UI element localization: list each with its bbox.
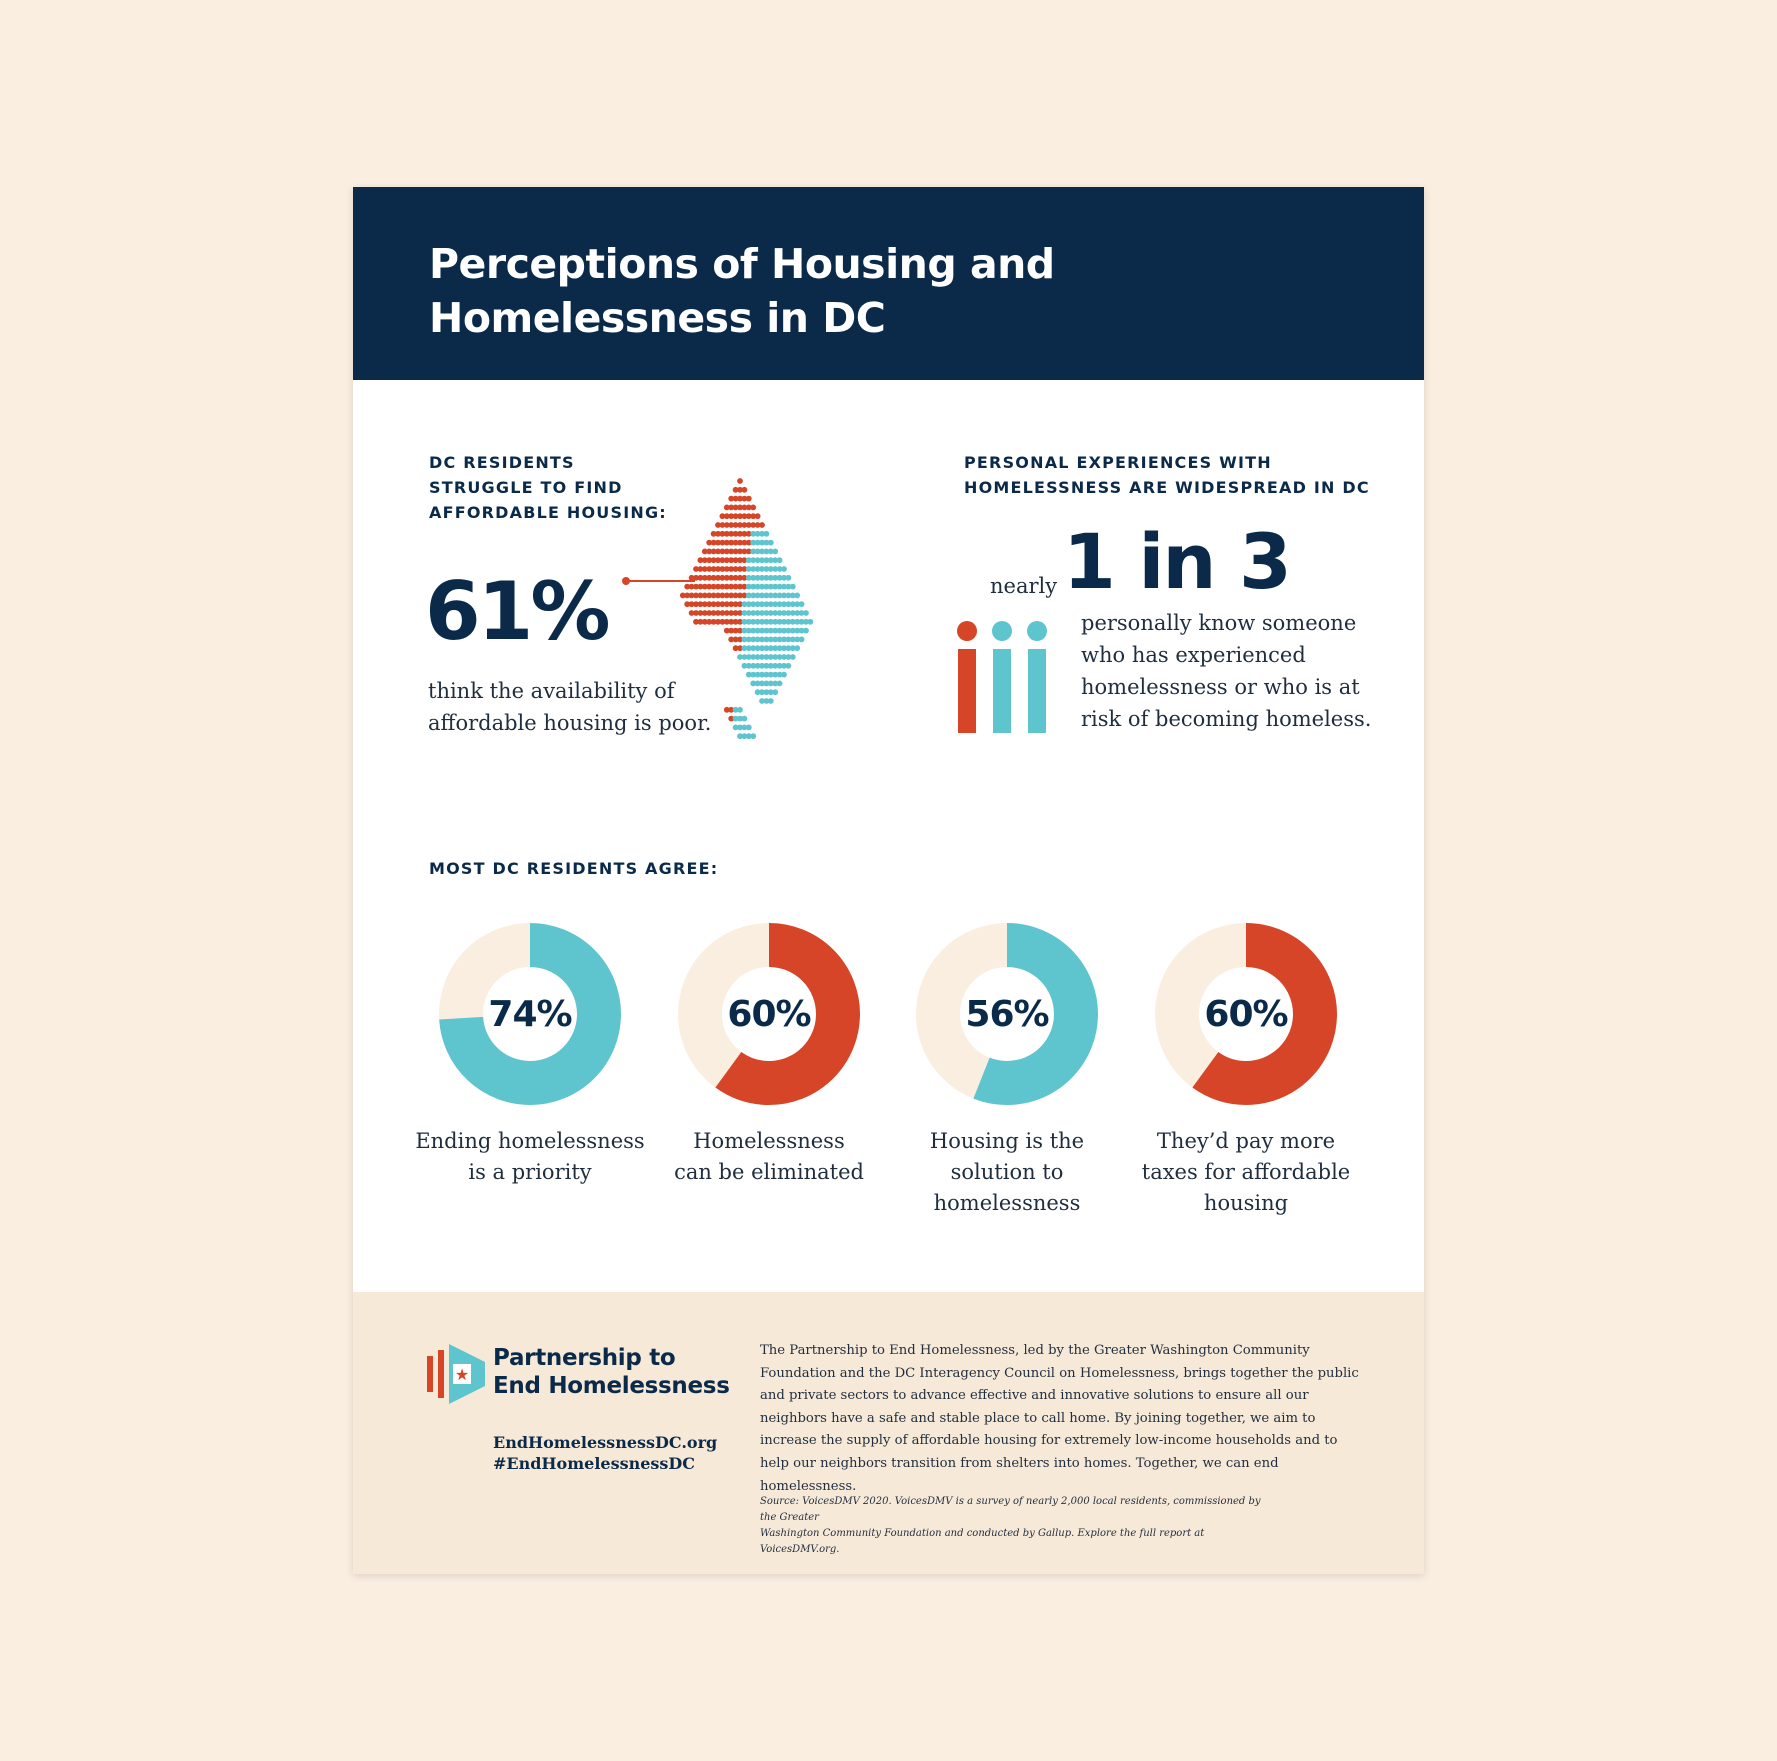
caption-line: can be eliminated: [674, 1160, 864, 1184]
caption-line: solution to: [950, 1160, 1064, 1184]
donut-caption: [1126, 1126, 1366, 1219]
person-body: [958, 649, 976, 733]
donut-chart-housing-solution: [916, 923, 1098, 1105]
caption-line: taxes for affordable: [1141, 1160, 1351, 1184]
title-line: Homelessness in DC: [429, 294, 886, 342]
footer-links: [493, 1432, 717, 1474]
map-dot: [790, 654, 796, 660]
people-icons: [953, 619, 1053, 734]
source-line: Washington Community Foundation and conducted by Gallup. Explore the full report at VoicesDMV.org.: [760, 1528, 1205, 1555]
map-dot: [794, 645, 800, 651]
donut-value: 56%: [965, 993, 1049, 1035]
map-dot: [777, 557, 783, 563]
person-head: [992, 621, 1012, 641]
caption-line: homelessness: [933, 1191, 1081, 1215]
map-dot: [781, 566, 787, 572]
donut-chart-pay-taxes: [1155, 923, 1337, 1105]
person-head: [1027, 621, 1047, 641]
map-dot: [759, 522, 765, 528]
map-dot: [799, 637, 805, 643]
caption-line: Housing is the: [929, 1129, 1085, 1153]
map-dot: [786, 663, 792, 669]
desc-line: think the availability of: [428, 679, 675, 703]
map-dot: [746, 496, 752, 502]
map-dot: [803, 610, 809, 616]
map-dot: [737, 478, 743, 484]
infographic-sheet: [353, 187, 1424, 1574]
desc-line: affordable housing is poor.: [428, 711, 712, 735]
source-note: [760, 1494, 1280, 1558]
logo-star: ★: [454, 1365, 470, 1384]
map-dot: [768, 698, 774, 704]
agree-label: MOST DC RESIDENTS AGREE:: [429, 859, 719, 878]
map-dot: [750, 505, 756, 511]
person-icon-highlighted: [957, 621, 977, 733]
header-banner: [353, 187, 1424, 380]
label-line: DC RESIDENTS: [429, 453, 575, 472]
map-dot: [799, 601, 805, 607]
person-body: [1028, 649, 1046, 733]
map-dot: [742, 716, 748, 722]
map-dot: [750, 733, 756, 739]
map-dot: [772, 549, 778, 555]
donut-chart-priority: [439, 923, 621, 1105]
map-dot: [742, 487, 748, 493]
caption-line: They’d pay more: [1156, 1129, 1336, 1153]
hashtag-link[interactable]: #EndHomelessnessDC: [493, 1454, 696, 1473]
label-line: AFFORDABLE HOUSING:: [429, 503, 667, 522]
website-link[interactable]: EndHomelessnessDC.org: [493, 1433, 718, 1452]
nearly-text: nearly: [990, 574, 1058, 598]
map-dot: [794, 593, 800, 599]
donut-value: 74%: [488, 993, 572, 1035]
caption-line: is a priority: [468, 1160, 592, 1184]
dot-grid: [680, 478, 813, 739]
label-line: STRUGGLE TO FIND: [429, 478, 623, 497]
map-dot: [808, 619, 814, 625]
label-line: PERSONAL EXPERIENCES WITH: [964, 453, 1272, 472]
map-dot: [768, 540, 774, 546]
map-dot: [746, 725, 752, 731]
callout-dot: [622, 577, 630, 585]
affordable-stat: 61%: [425, 565, 608, 658]
one-in-three-stat: 1 in 3: [1063, 517, 1290, 606]
donut-value: 60%: [1204, 993, 1288, 1035]
org-name: [493, 1344, 730, 1400]
donut-caption: [649, 1126, 889, 1188]
caption-line: housing: [1203, 1191, 1289, 1215]
caption-line: Ending homelessness: [415, 1129, 645, 1153]
org-name-line: Partnership to: [493, 1345, 676, 1371]
about-text: The Partnership to End Homelessness, led by the Greater Washington Community Foundation and the DC Interagency Council on Homelessness, brings together the public and private sectors to advance effective and innovative solutions to ensure all our neighbors have a safe and stable place to call home. By joining together, we aim to increase the supply of affordable housing for extremely low-income households and to help our neighbors transition from shelters into homes. Together, we can end homelessness.: [760, 1343, 1359, 1494]
map-dot: [786, 575, 792, 581]
dc-dot-map: [613, 477, 933, 807]
org-name-line: End Homelessness: [493, 1373, 730, 1399]
person-head: [957, 621, 977, 641]
person-body: [993, 649, 1011, 733]
map-dot: [764, 531, 770, 537]
experience-description: [1081, 607, 1371, 735]
donut-chart-eliminated: [678, 923, 860, 1105]
map-dot: [777, 681, 783, 687]
label-line: HOMELESSNESS ARE WIDESPREAD IN DC: [964, 478, 1370, 497]
map-dot: [737, 707, 743, 713]
desc-line: homelessness or who is at: [1081, 675, 1360, 699]
logo-bar: [438, 1350, 444, 1398]
map-dot: [772, 689, 778, 695]
map-dot: [781, 672, 787, 678]
source-line: Source: VoicesDMV 2020. VoicesDMV is a survey of nearly 2,000 local residents, commissioned by the Greater: [760, 1496, 1261, 1523]
donut-caption: [887, 1126, 1127, 1219]
partnership-logo-icon: [425, 1342, 489, 1406]
map-dot: [755, 513, 761, 519]
donut-value: 60%: [727, 993, 811, 1035]
desc-line: who has experienced: [1081, 643, 1306, 667]
logo-bar: [427, 1356, 433, 1392]
experience-label: [964, 450, 1370, 500]
page-title: [429, 237, 1055, 345]
person-icon: [992, 621, 1012, 733]
title-line: Perceptions of Housing and: [429, 240, 1055, 288]
footer: [353, 1292, 1424, 1574]
map-dot: [803, 628, 809, 634]
person-icon: [1027, 621, 1047, 733]
donut-caption: [410, 1126, 650, 1188]
caption-line: Homelessness: [693, 1129, 845, 1153]
desc-line: risk of becoming homeless.: [1081, 707, 1372, 731]
desc-line: personally know someone: [1081, 611, 1357, 635]
map-dot: [790, 584, 796, 590]
